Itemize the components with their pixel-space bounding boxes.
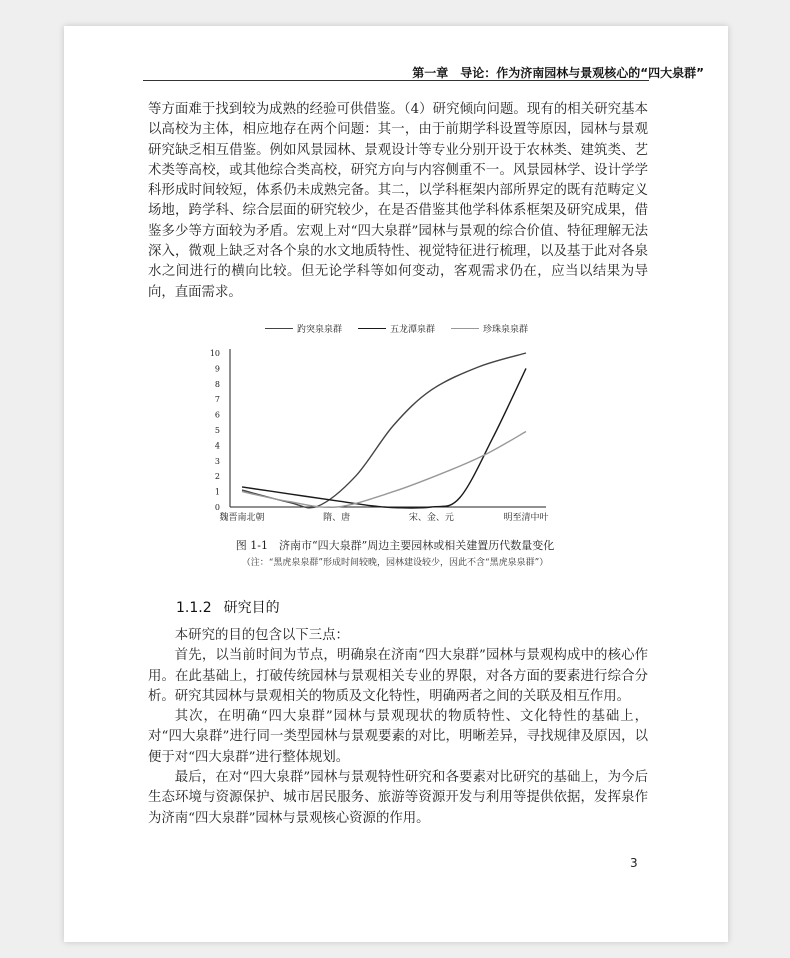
paragraph-group-bottom: [148, 626, 648, 829]
chart-legend: [265, 322, 538, 335]
x-tick-label: 魏晋南北朝: [219, 513, 265, 523]
y-tick-label: 1: [214, 487, 220, 497]
legend-swatch-3: [451, 328, 479, 329]
figure-note: （注：“黑虎泉泉群”形成时间较晚，园林建设较少，因此不含“黑虎泉泉群”）: [241, 558, 549, 568]
page-number: 3: [630, 856, 638, 870]
series-line-3: [242, 432, 526, 508]
legend-item-3: [451, 322, 528, 335]
legend-label-3: 珍珠泉泉群: [483, 325, 529, 335]
series-line-1: [242, 353, 526, 508]
y-tick-label: 6: [214, 410, 220, 420]
y-tick-label: 9: [214, 364, 220, 374]
legend-item-2: [358, 322, 435, 335]
y-tick-label: 7: [214, 395, 220, 405]
legend-item-1: [265, 322, 342, 335]
y-tick-label: 3: [214, 456, 220, 466]
section-number: 1.1.2: [176, 600, 212, 616]
y-tick-label: 10: [209, 349, 220, 358]
running-header: 第一章 导论：作为济南园林与景观核心的“四大泉群”: [412, 66, 704, 80]
y-tick-label: 8: [214, 379, 220, 389]
line-chart: [190, 340, 560, 530]
legend-swatch-2: [358, 328, 386, 329]
paragraph-bottom: 本研究的目的包含以下三点：: [174, 628, 349, 643]
x-tick-label: 宋、金、元: [408, 513, 454, 523]
figure-caption: 图 1-1 济南市“四大泉群”周边主要园林或相关建置历代数量变化: [235, 539, 555, 552]
y-tick-label: 2: [214, 472, 220, 482]
paragraph-top: 等方面难于找到较为成熟的经验可供借鉴。（4）研究倾向问题。现有的相关研究基本以高校为主体，相应地存在两个问题：其一，由于前期学科设置等原因，园林与景观研究缺乏相互借鉴。例如风景园林、景观设计等专业分别开设于农林类、建筑类、艺术类等高校，或其他综合类高校，研究方向与内容侧重不一。风景园林学、设计学学科形成时间较短，体系仍未成熟完备。其二，以学科框架内部所界定的既有范畴定义场地，跨学科、综合层面的研究较少，在是否借鉴其他学科体系框架及研究成果，借鉴多少等方面较为矛盾。宏观上对“四大泉群”园林与景观的综合价值、特征理解无法深入，微观上缺乏对各个泉的水文地质特性、视觉特征进行梳理，以及基于此对各泉水之间进行的横向比较。但无论学科等如何变动，客观需求仍在，应当以结果为导向，直面需求。: [148, 102, 648, 300]
section-heading: [176, 597, 280, 617]
section-title: 研究目的: [223, 600, 280, 616]
y-tick-label: 5: [214, 426, 220, 435]
x-tick-label: 明至清中叶: [503, 513, 549, 523]
legend-label-1: 趵突泉泉群: [297, 325, 343, 335]
legend-label-2: 五龙潭泉群: [390, 325, 436, 335]
paragraph-bottom: 首先，以当前时间为节点，明确泉在济南“四大泉群”园林与景观构成中的核心作用。在此基础上，打破传统园林与景观相关专业的界限，对各方面的要素进行综合分析。研究其园林与景观相关的物质及文化特性，明确两者之间的关联及相互作用。: [148, 648, 648, 704]
y-tick-label: 0: [214, 503, 220, 512]
y-tick-label: 4: [214, 441, 220, 451]
paragraph-bottom: 最后，在对“四大泉群”园林与景观特性研究和各要素对比研究的基础上，为今后生态环境与资源保护、城市居民服务、旅游等资源开发与利用等提供依据，发挥泉作为济南“四大泉群”园林与景观核心资源的作用。: [148, 770, 648, 826]
paragraph-bottom: 其次，在明确“四大泉群”园林与景观现状的物质特性、文化特性的基础上，对“四大泉群”进行同一类型园林与景观要素的对比，明晰差异，寻找规律及原因，以便于对“四大泉群”进行整体规划。: [148, 709, 648, 765]
x-tick-label: 隋、唐: [323, 513, 351, 523]
header-rule: [143, 80, 649, 81]
legend-swatch-1: [265, 328, 293, 329]
